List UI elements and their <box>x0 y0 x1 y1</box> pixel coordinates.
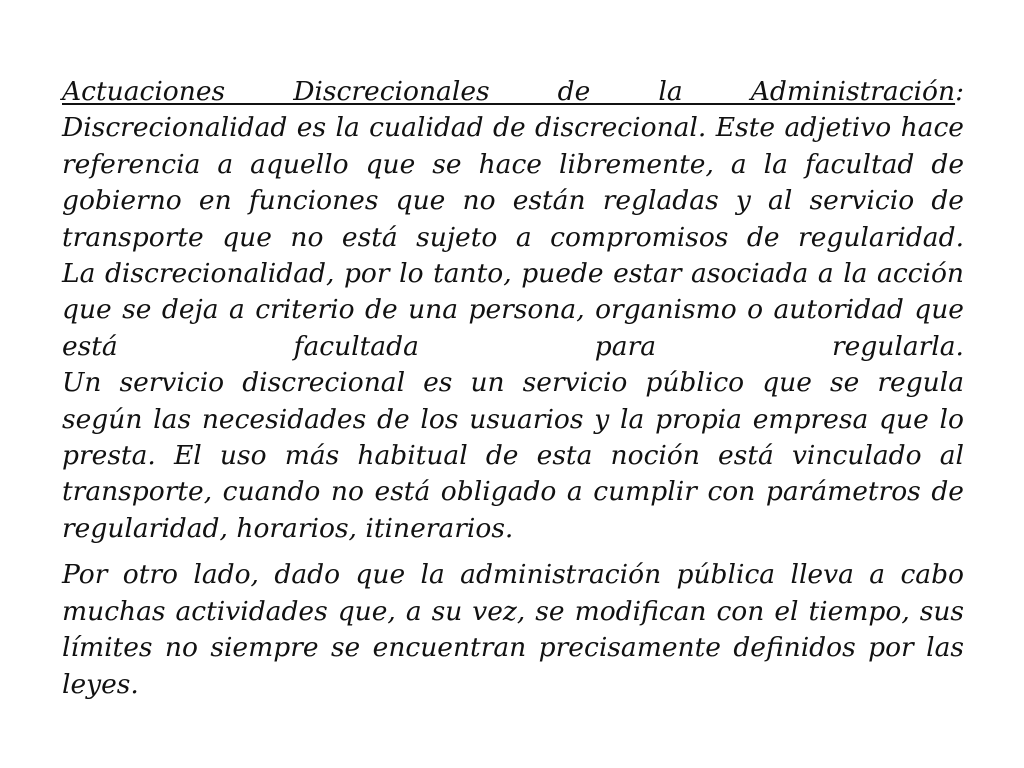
paragraph-1 <box>62 74 964 547</box>
paragraph-1-sentence-b: La discrecionalidad, por lo tanto, puede estar asociada a la acción que se deja a criterio de una persona, organismo o autoridad que está facultada para regularla. <box>62 258 964 362</box>
paragraph-1-heading-line <box>62 74 964 110</box>
heading-term: Actuaciones Discrecionales de la Administración <box>62 76 956 107</box>
paragraph-2: Por otro lado, dado que la administración pública lleva a cabo muchas actividades que, a su vez, se modifican con el tiempo, sus límites no siempre se encuentran precisamente definidos por las leyes. <box>62 559 964 700</box>
paragraph-1-sentence-a: Discrecionalidad es la cualidad de discrecional. Este adjetivo hace referencia a aquello que se hace libremente, a la facultad de gobierno en funciones que no están regladas y al servicio de transporte que no está sujeto a compromisos de regularidad. <box>62 112 964 253</box>
heading-colon: : <box>955 76 964 107</box>
paragraph-1-sentence-c: Un servicio discrecional es un servicio público que se regula según las necesidades de los usuarios y la propia empresa que lo presta. El uso más habitual de esta noción está vinculado al transporte, cuando no está obligado a cumplir con parámetros de regularidad, horarios, itinerarios. <box>62 367 964 544</box>
slide-body <box>62 74 964 703</box>
